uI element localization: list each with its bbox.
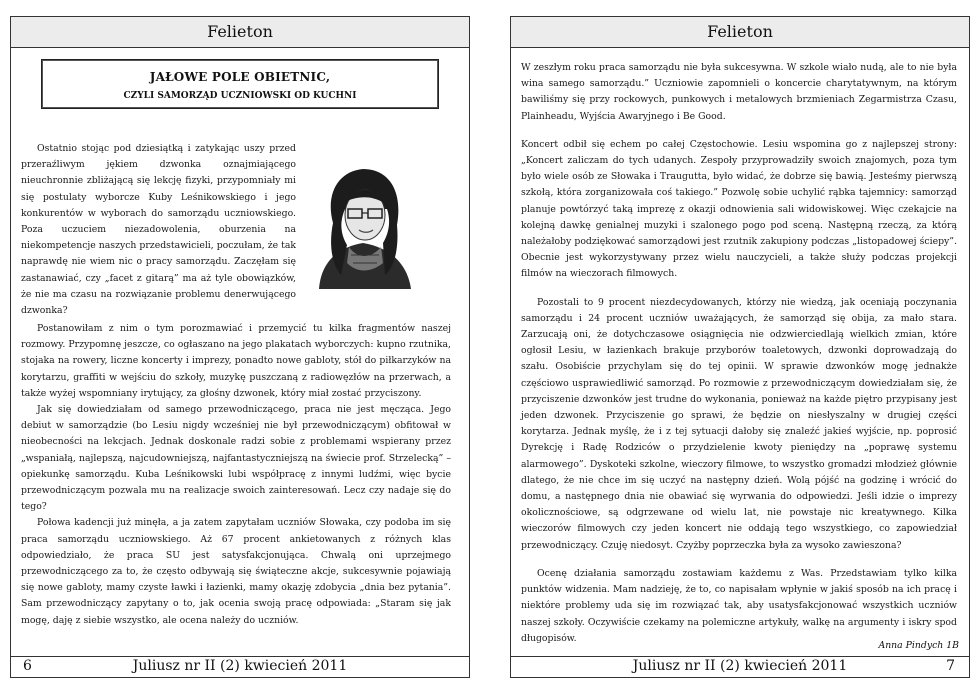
author-signature: Anna Pindych 1B (878, 640, 959, 651)
page-number: 7 (946, 658, 955, 674)
page-number: 6 (23, 658, 32, 674)
article-paragraph: W zeszłym roku praca samorządu nie była sukcesywna. W szkole wiało nudą, ale to nie była wina samego samorządu.” Uczniowie zapomnieli o koncercie charytatywnym, na którym bawiliśmy się przy rockowych, punkowych i metalowych brzmieniach Zegarmistrza Czasu, Plainheadu, Wyjścia Awaryjnego i Be Good. (521, 62, 957, 122)
left-page (10, 16, 470, 678)
intro-paragraph: Ostatnio stojąc pod dziesiątką i zatykając uszy przed przeraźliwym jękiem dzwonka oznajmiającego nieuchronnie zbliżającą się lekcję fizyki, przypomniały mi się postulaty wyborcze Kuby Leśnikowskiego i jego konkurentów w wyborach do samorządu uczniowskiego. Poza uczuciem niezadowolenia, oburzenia na niekompetencje naszych przedstawicieli, poczułam, że tak naprawdę nie wiem nic o pracy samorządu. Zaczęłam się zastanawiać, czy „facet z gitarą” ma aż tyle obowiązków, że nie ma czasu na rozwiązanie problemu denerwującego dzwonka? (21, 143, 296, 317)
left-page-header: Felieton (10, 16, 470, 48)
article-title: JAŁOWE POLE OBIETNIC, (149, 70, 331, 84)
right-page-header: Felieton (510, 16, 970, 48)
article-paragraph: Jak się dowiedziałam od samego przewodniczącego, praca nie jest męcząca. Jego debiut w samorządzie (bo Lesiu nigdy wcześniej nie był przewodniczącym) obfitował w nieobecności na lekcjach. Jednak doskonale radzi sobie z problemami wspierany przez „wspaniałą, najlepszą, najcudowniejszą, najfantastyczniejszą na świecie prof. Strzelecką” – opiekunkę samorządu. Kuba Leśnikowski lubi współpracę z innymi ludźmi, więc bycie przewodniczącym pozwala mu na realizacje swoich zainteresowań. Lecz czy nadaje się do tego? (21, 404, 451, 513)
article-paragraph: Połowa kadencji już minęła, a ja zatem zapytałam uczniów Słowaka, czy podoba im się praca samorządu uczniowskiego. Aż 67 procent ankietowanych z różnych klas odpowiedziało, że praca SU jest satysfakcjonująca. Chwalą oni uprzejmego przewodniczącego za to, że często odbywają się świąteczne akcje, sukcesywnie pojawiają się nowe gabloty, mamy czyste ławki i łazienki, mamy okazję zdobycia „dnia bez pytania”. Sam przewodniczący zapytany o to, jak ocenia swoją pracę odpowiada: „Staram się jak mogę, daję z siebie wszystko, ale ocena należy do uczniów. (21, 517, 451, 626)
article-paragraph: Pozostali to 9 procent niezdecydowanych, którzy nie wiedzą, jak oceniają poczynania samorządu i 24 procent uczniów uważających, że samorząd się obija, za mało stara. Zarzucają oni, że dotychczasowe osiągnięcia nie odzwierciedlają wielkich zmian, które ogłosił Lesiu, w łazienkach brakuje przyborów toaletowych, dzwonki doprowadzają do szału. Osobiście przychylam się do tej opinii. W sprawie dzwonków mogę jednakże częściowo usprawiedliwić samorząd. Po rozmowie z przewodniczącym dowiedziałam się, że przyciszenie dzwonków jest trudne do wykonania, ponieważ na każde piętro przypisany jest jeden dzwonek. Przyciszenie go sprawi, że będzie on niesłyszalny w drugiej części korytarza. Jednak myślę, że i z tej sytuacji dałoby się znaleźć jakieś wyjście, np. poprosić Dyrekcję i Radę Rodziców o przydzielenie kwoty pieniędzy na „poprawę systemu alarmowego”. Dyskoteki szkolne, wieczory filmowe, to wszystko gromadzi młodzież głównie dlatego, że nie chce im się uczyć na następny dzień. Wolą pójść na godzinę i wrócić do domu, a następnego dnia nie obawiać się wyrwania do odpowiedzi. Jeśli idzie o imprezy okolicznościowe, są odgrzewane od wielu lat, nie powstaje nic kreatywnego. Kilka wieczorów filmowych czy jeden koncert nie oddają tego wszystkiego, co zapowiedział przewodniczący. Czuję niedosyt. Czyżby poprzeczka była za wysoko zawieszona? (521, 296, 957, 551)
article-title-box (41, 59, 439, 109)
article-paragraph: Ocenę działania samorządu zostawiam każdemu z Was. Przedstawiam tylko kilka punktów widzenia. Mam nadzieję, że to, co napisałam wpłynie w jakiś sposób na ich pracę i niektóre problemy uda się im rozwiązać tak, aby usatysfakcjonować wszystkich uczniów naszej szkoły. Oczywiście czekamy na polemiczne artykuły, walkę na argumenty i iskry spod długopisów. (521, 567, 957, 644)
left-page-footer (10, 656, 470, 678)
author-portrait-icon (299, 163, 429, 289)
right-main-text (521, 60, 957, 647)
right-page-footer (510, 656, 970, 678)
intro-paragraph-block (21, 141, 296, 319)
issue-info: Juliusz nr II (2) kwiecień 2011 (632, 658, 848, 674)
issue-info: Juliusz nr II (2) kwiecień 2011 (132, 658, 348, 674)
article-paragraph: Postanowiłam z nim o tym porozmawiać i przemycić tu kilka fragmentów naszej rozmowy. Przypomnę jeszcze, co ogłaszano na jego plakatach wyborczych: kupno rzutnika, stojaka na rowery, liczne koncerty i imprezy, ponadto nowe gabloty, stół do piłkarzyków na korytarzu, graffiti w wejściu do szkoły, muzykę puszczaną z radiowęzłów na przerwach, a także wyżej wspomniany irytujący, za głośny dzwonek, który miał zostać przyciszony. (21, 323, 451, 399)
left-page-body (10, 46, 470, 657)
right-page (510, 16, 970, 678)
article-subtitle: CZYLI SAMORZĄD UCZNIOWSKI OD KUCHNI (123, 91, 357, 101)
right-page-body (510, 46, 970, 657)
left-main-text (21, 321, 451, 629)
article-paragraph: Koncert odbił się echem po całej Częstochowie. Lesiu wspomina go z najlepszej strony: „Koncert zaliczam do tych udanych. Zespoły przyprowadziły swoich znajomych, poza tym było wiele osób ze Słowaka i Traugutta, było widać, że dobrze się bawią. Jesteśmy pierwszą szkołą, która zorganizowała coś takiego.” Pozwolę sobie uchylić rąbka tajemnicy: samorząd planuje powtórzyć taką imprezę z okazji odnowienia sali widowiskowej. Więc czekajcie na kolejną dawkę genialnej muzyki i szalonego pogo pod sceną. Następną rzeczą, za którą należałoby podziękować samorządowi jest rzutnik zakupiony podczas „listopadowej ściepy”. Obecnie jest wykorzystywany przez wielu nauczycieli, a także służy podczas projekcji filmów na wieczorach filmowych. (521, 138, 957, 280)
